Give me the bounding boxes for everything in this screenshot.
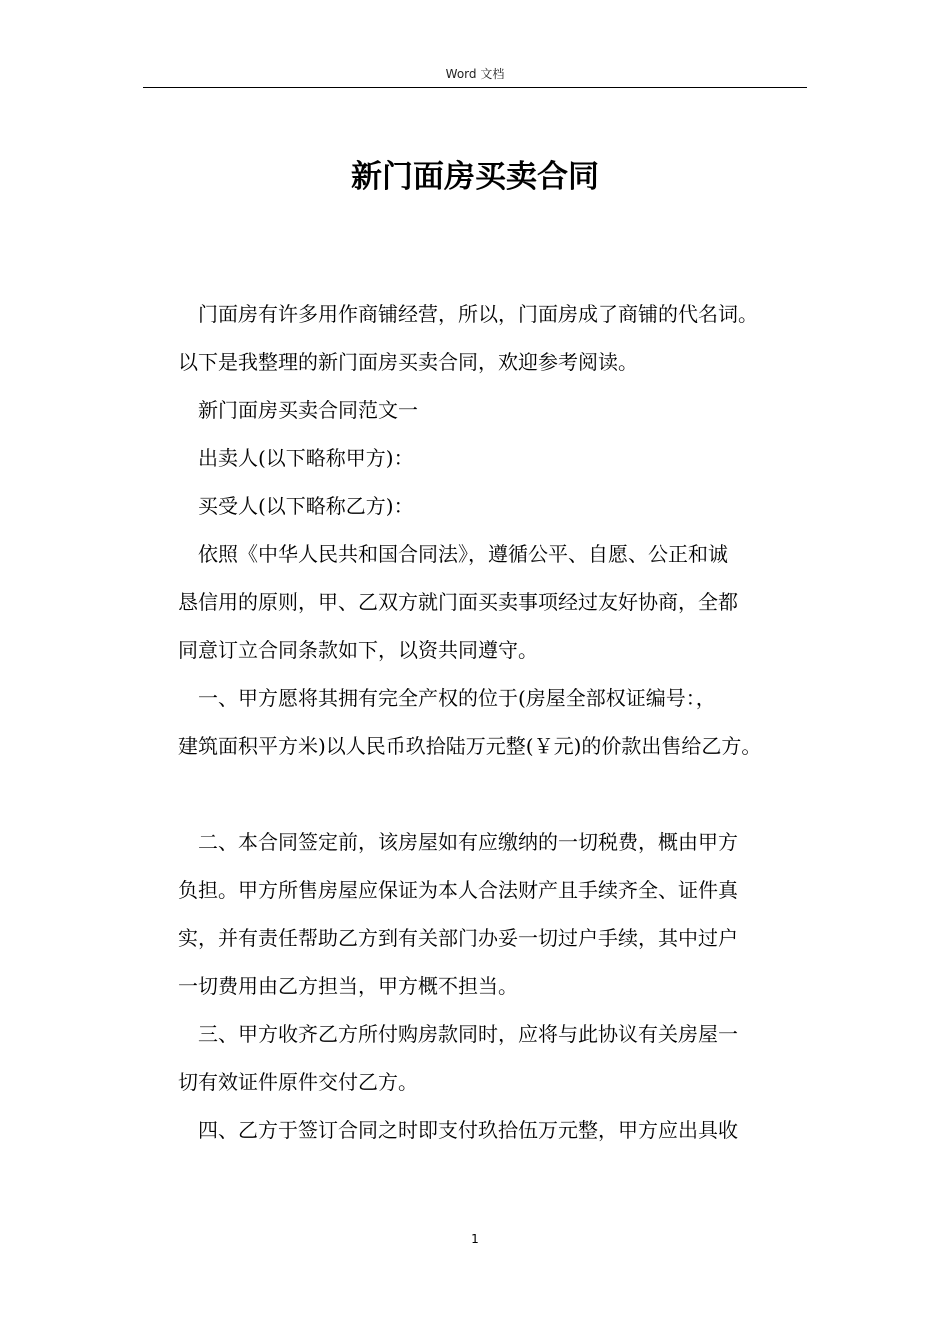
paragraph-line: 建筑面积平方米)以人民币玖拾陆万元整(￥元)的价款出售给乙方。 (178, 734, 762, 758)
paragraph-line: 出卖人(以下略称甲方)： (198, 446, 414, 470)
paragraph-line: 新门面房买卖合同范文一 (198, 398, 418, 422)
paragraph-line: 实，并有责任帮助乙方到有关部门办妥一切过户手续，其中过户 (178, 926, 738, 950)
paragraph-line: 买受人(以下略称乙方)： (198, 494, 414, 518)
document-body (178, 290, 814, 1154)
paragraph-line: 负担。甲方所售房屋应保证为本人合法财产且手续齐全、证件真 (178, 878, 738, 902)
paragraph-line: 一、甲方愿将其拥有完全产权的位于(房屋全部权证编号：， (198, 686, 716, 710)
paragraph-line: 同意订立合同条款如下，以资共同遵守。 (178, 638, 538, 662)
paragraph-line: 以下是我整理的新门面房买卖合同，欢迎参考阅读。 (178, 350, 638, 374)
paragraph-line: 三、甲方收齐乙方所付购房款同时，应将与此协议有关房屋一 (198, 1022, 738, 1046)
page-header: Word 文档 (445, 67, 505, 81)
paragraph-line: 二、本合同签定前，该房屋如有应缴纳的一切税费，概由甲方 (198, 830, 738, 854)
paragraph-line: 恳信用的原则，甲、乙双方就门面买卖事项经过友好协商，全都 (178, 590, 738, 614)
paragraph-line: 门面房有许多用作商铺经营，所以，门面房成了商铺的代名词。 (198, 302, 758, 326)
header-rule (143, 87, 807, 88)
page-number: 1 (471, 1232, 479, 1246)
paragraph-line: 切有效证件原件交付乙方。 (178, 1070, 418, 1094)
paragraph-line: 一切费用由乙方担当，甲方概不担当。 (178, 974, 518, 998)
paragraph-line: 依照《中华人民共和国合同法》，遵循公平、自愿、公正和诚 (198, 542, 728, 566)
document-title: 新门面房买卖合同 (351, 159, 599, 195)
paragraph-line: 四、乙方于签订合同之时即支付玖拾伍万元整，甲方应出具收 (198, 1118, 738, 1142)
